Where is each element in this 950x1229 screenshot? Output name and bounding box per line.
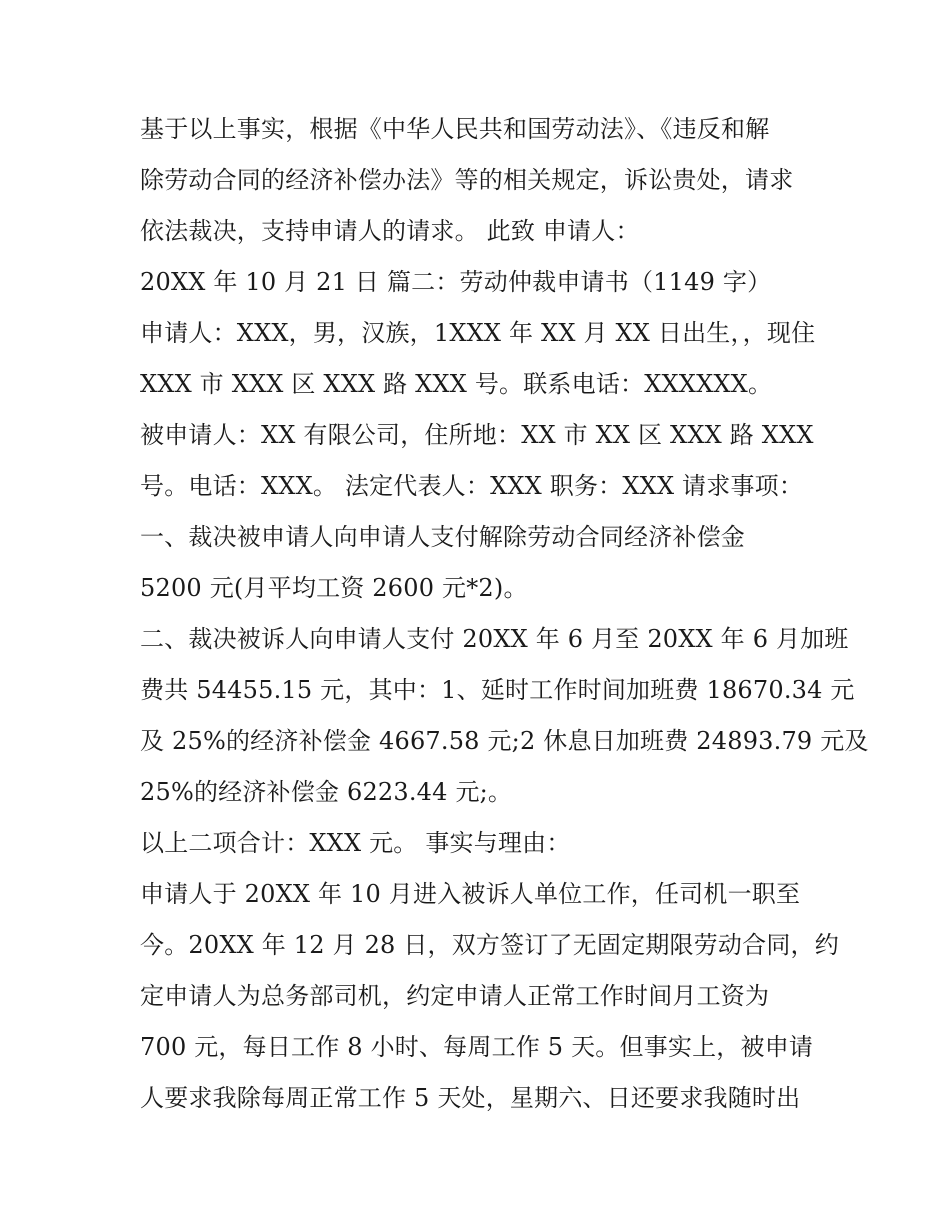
- text-line: 号。电话：XXX。 法定代表人：XXX 职务：XXX 请求事项：: [140, 472, 804, 500]
- text-line: 700 元，每日工作 8 小时、每周工作 5 天。但事实上，被申请: [140, 1033, 814, 1061]
- text-line: 除劳动合同的经济补偿办法》等的相关规定，诉讼贵处，请求: [140, 166, 794, 194]
- text-line: 基于以上事实，根据《中华人民共和国劳动法》、《违反和解: [140, 115, 770, 143]
- text-line: XXX 市 XXX 区 XXX 路 XXX 号。联系电话：XXXXXX。: [140, 370, 773, 398]
- text-line: 人要求我除每周正常工作 5 天处，星期六、日还要求我随时出: [140, 1084, 801, 1112]
- text-line: 定申请人为总务部司机，约定申请人正常工作时间月工资为: [140, 982, 770, 1010]
- text-line: 申请人于 20XX 年 10 月进入被诉人单位工作，任司机一职至: [140, 880, 801, 908]
- text-line: 5200 元(月平均工资 2600 元*2)。: [140, 574, 528, 602]
- text-line: 一、裁决被申请人向申请人支付解除劳动合同经济补偿金: [140, 523, 745, 551]
- text-line: 依法裁决，支持申请人的请求。 此致 申请人：: [140, 217, 640, 245]
- text-line: 今。20XX 年 12 月 28 日，双方签订了无固定期限劳动合同，约: [140, 931, 839, 959]
- text-line: 以上二项合计：XXX 元。 事实与理由：: [140, 829, 571, 857]
- text-line: 及 25%的经济补偿金 4667.58 元;2 休息日加班费 24893.79 元及: [140, 727, 869, 755]
- text-line: 20XX 年 10 月 21 日 篇二：劳动仲裁申请书（1149 字）: [140, 268, 772, 296]
- text-line: 费共 54455.15 元，其中：1、延时工作时间加班费 18670.34 元: [140, 676, 855, 704]
- text-line: 25%的经济补偿金 6223.44 元;。: [140, 778, 513, 806]
- text-line: 被申请人：XX 有限公司，住所地：XX 市 XX 区 XXX 路 XXX: [140, 421, 814, 449]
- text-line: 申请人：XXX，男，汉族，1XXX 年 XX 月 XX 日出生，，现住: [140, 319, 816, 347]
- text-line: 二、裁决被诉人向申请人支付 20XX 年 6 月至 20XX 年 6 月加班: [140, 625, 849, 653]
- document-body: [140, 104, 869, 1124]
